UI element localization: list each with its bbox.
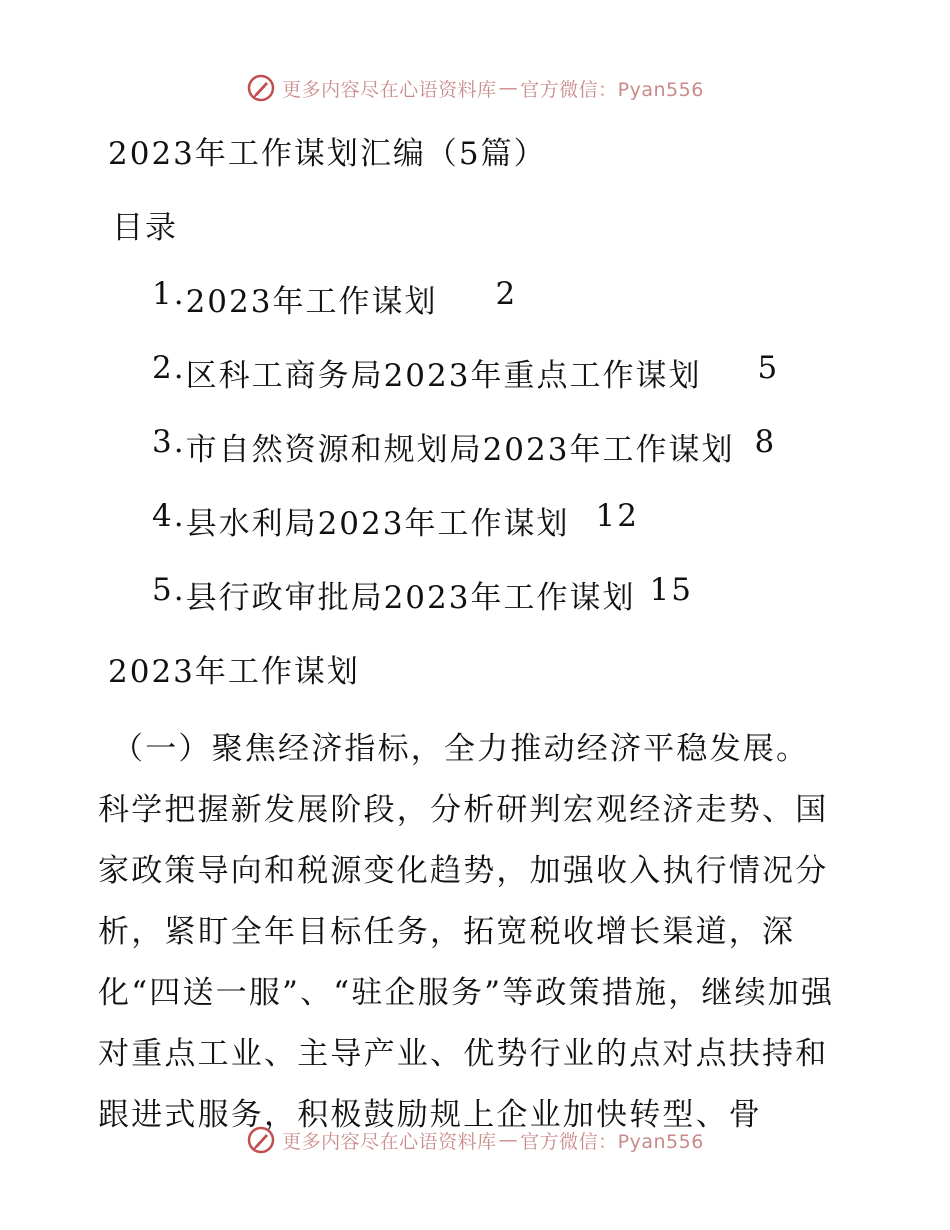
watermark-footer bbox=[0, 1125, 950, 1155]
toc-item-number: 4. bbox=[152, 498, 186, 534]
toc-item-page: 15 bbox=[649, 572, 693, 608]
toc-item[interactable] bbox=[152, 424, 776, 469]
watermark-text: 更多内容尽在心语资料库 bbox=[282, 1130, 497, 1153]
toc-item-page: 8 bbox=[754, 424, 777, 460]
quill-logo-icon bbox=[246, 1125, 276, 1155]
toc-item-page: 12 bbox=[595, 498, 639, 534]
watermark-header bbox=[0, 73, 950, 103]
watermark-text: 更多内容尽在心语资料库 bbox=[282, 78, 497, 101]
quill-logo-icon bbox=[246, 73, 276, 103]
section-title: 2023年工作谋划 bbox=[108, 654, 360, 690]
watermark-dash: — bbox=[498, 1129, 519, 1151]
toc-item-number: 5. bbox=[152, 572, 186, 608]
watermark-suffix: 官方微信：Pyan556 bbox=[520, 1130, 704, 1153]
document-title: 2023年工作谋划汇编（5篇） bbox=[108, 136, 547, 172]
toc-item-label: 县行政审批局2023年工作谋划 bbox=[185, 580, 636, 616]
body-paragraph bbox=[98, 719, 858, 1146]
toc-item-label: 县水利局2023年工作谋划 bbox=[185, 506, 570, 542]
toc-item-number: 2. bbox=[152, 350, 186, 386]
toc-item-label: 市自然资源和规划局2023年工作谋划 bbox=[185, 432, 735, 468]
toc-item-label: 2023年工作谋划 bbox=[185, 284, 438, 320]
toc-item-number: 1. bbox=[152, 276, 186, 312]
toc-item[interactable] bbox=[152, 350, 779, 395]
paragraph-text: 科学把握新发展阶段，分析研判宏观经济走势、国家政策导向和税源变化趋势，加强收入执行情况分析，紧盯全年目标任务，拓宽税收增长渠道，深化“四送一服”、“驻企服务”等政策措施，继续加强对重点工业、主导产业、优势行业的点对点扶持和跟进式服务，积极鼓励规上企业加快转型、骨 bbox=[98, 792, 835, 1133]
watermark-suffix: 官方微信：Pyan556 bbox=[520, 78, 704, 101]
toc-item[interactable] bbox=[152, 572, 693, 617]
toc-heading: 目录 bbox=[112, 210, 178, 246]
toc-item-label: 区科工商务局2023年重点工作谋划 bbox=[185, 358, 702, 394]
toc-item[interactable] bbox=[152, 498, 639, 543]
toc-item-number: 3. bbox=[152, 424, 186, 460]
toc-item-page: 5 bbox=[757, 350, 780, 386]
toc-item[interactable] bbox=[152, 276, 517, 321]
toc-item-page: 2 bbox=[495, 276, 518, 312]
watermark-dash: — bbox=[498, 77, 519, 99]
section-heading: （一）聚焦经济指标，全力推动经济平稳发展。 bbox=[112, 731, 810, 767]
